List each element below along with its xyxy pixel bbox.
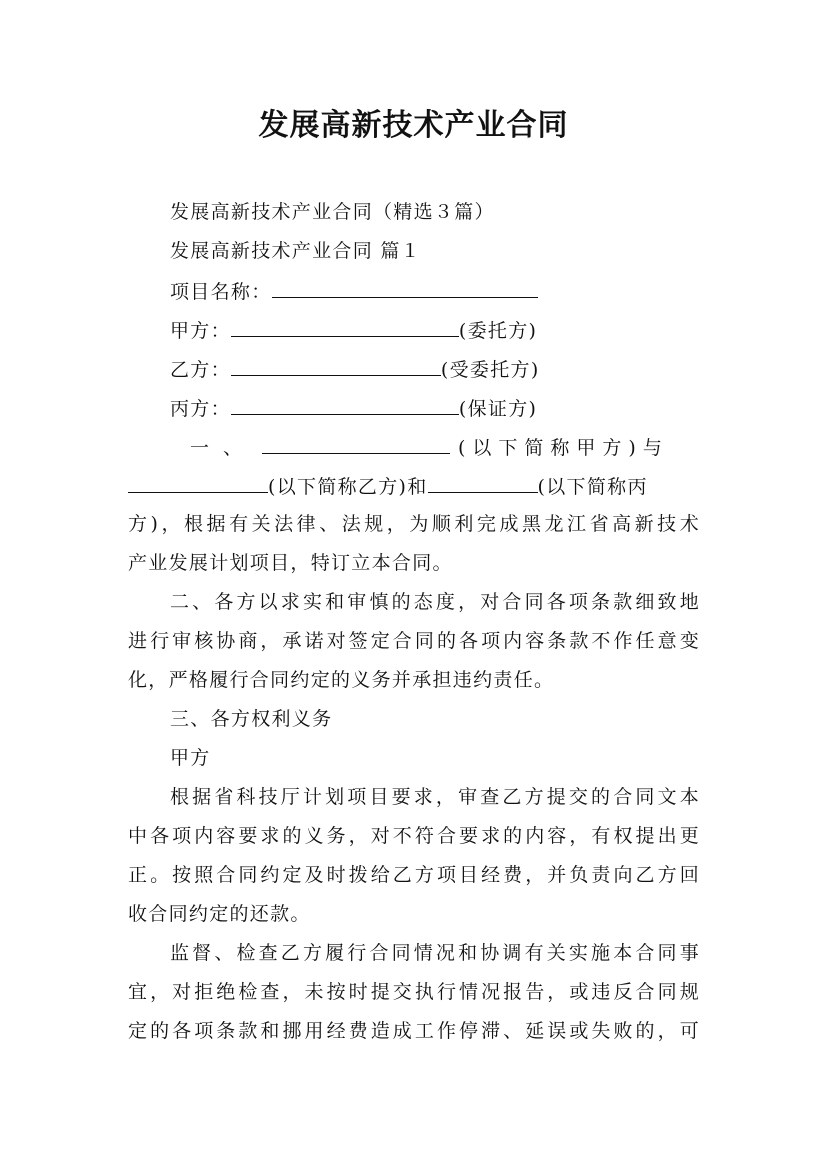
clause-1-line-2 xyxy=(128,466,700,507)
project-label: 项目名称： xyxy=(170,281,272,303)
clause-1-text-c: (以下简称丙 xyxy=(537,476,648,498)
clause-1-text-a: (以下简称甲方)与 xyxy=(458,437,669,459)
project-name-row xyxy=(170,271,742,312)
project-name-blank xyxy=(272,271,538,298)
party-b-label: 乙方： xyxy=(170,359,231,381)
supervision-line-1: 监督、检查乙方履行合同情况和协调有关实施本合同事 xyxy=(170,942,700,964)
party-c-role: (保证方) xyxy=(458,398,538,420)
clause-2-line-3: 化，严格履行合同约定的义务并承担违约责任。 xyxy=(128,669,555,691)
party-b-role: (受委托方) xyxy=(440,359,540,381)
subtitle: 发展高新技术产业合同（精选３篇） xyxy=(170,201,495,223)
supervision-line-3: 定的各项条款和挪用经费造成工作停滞、延误或失败的，可 xyxy=(128,1020,700,1042)
party-a-role: (委托方) xyxy=(458,320,538,342)
supervision-line-2: 宜，对拒绝检查，未按时提交执行情况报告，或违反合同规 xyxy=(128,981,700,1003)
clause-2-line-2: 进行审核协商，承诺对签定合同的各项内容条款不作任意变 xyxy=(128,630,700,652)
clause-1-number: 一、 xyxy=(190,437,257,459)
clause-2-line-1: 二、各方以求实和审慎的态度，对合同各项条款细致地 xyxy=(170,591,700,613)
party-a-duty-line-3: 正。按照合同约定及时拨给乙方项目经费，并负责向乙方回 xyxy=(128,864,700,886)
party-a-label: 甲方： xyxy=(170,320,231,342)
document-title: 发展高新技术产业合同 xyxy=(258,108,569,143)
party-a-blank xyxy=(231,310,459,337)
party-a-row xyxy=(170,310,742,351)
party-c-name-blank xyxy=(428,466,538,493)
clause-1-line-3: 方)，根据有关法律、法规，为顺利完成黑龙江省高新技术 xyxy=(128,513,700,535)
clause-1-line-4: 产业发展计划项目，特订立本合同。 xyxy=(128,552,453,574)
party-a-duty-line-1: 根据省科技厅计划项目要求，审查乙方提交的合同文本 xyxy=(170,786,700,808)
clause-3-heading: 三、各方权利义务 xyxy=(170,708,333,730)
part-heading: 发展高新技术产业合同 篇１ xyxy=(170,240,421,262)
party-c-label: 丙方： xyxy=(170,398,231,420)
party-b-blank xyxy=(231,349,441,376)
party-c-blank xyxy=(231,388,459,415)
clause-1-line-1 xyxy=(190,427,700,468)
party-a-subheading: 甲方 xyxy=(170,747,211,769)
clause-1-text-b: (以下简称乙方)和 xyxy=(268,476,428,498)
party-a-duty-line-4: 收合同约定的还款。 xyxy=(128,903,311,925)
party-a-name-blank xyxy=(262,427,450,454)
party-b-name-blank xyxy=(128,466,268,493)
party-c-row xyxy=(170,388,742,429)
party-b-row xyxy=(170,349,742,390)
party-a-duty-line-2: 中各项内容要求的义务，对不符合要求的内容，有权提出更 xyxy=(128,825,700,847)
